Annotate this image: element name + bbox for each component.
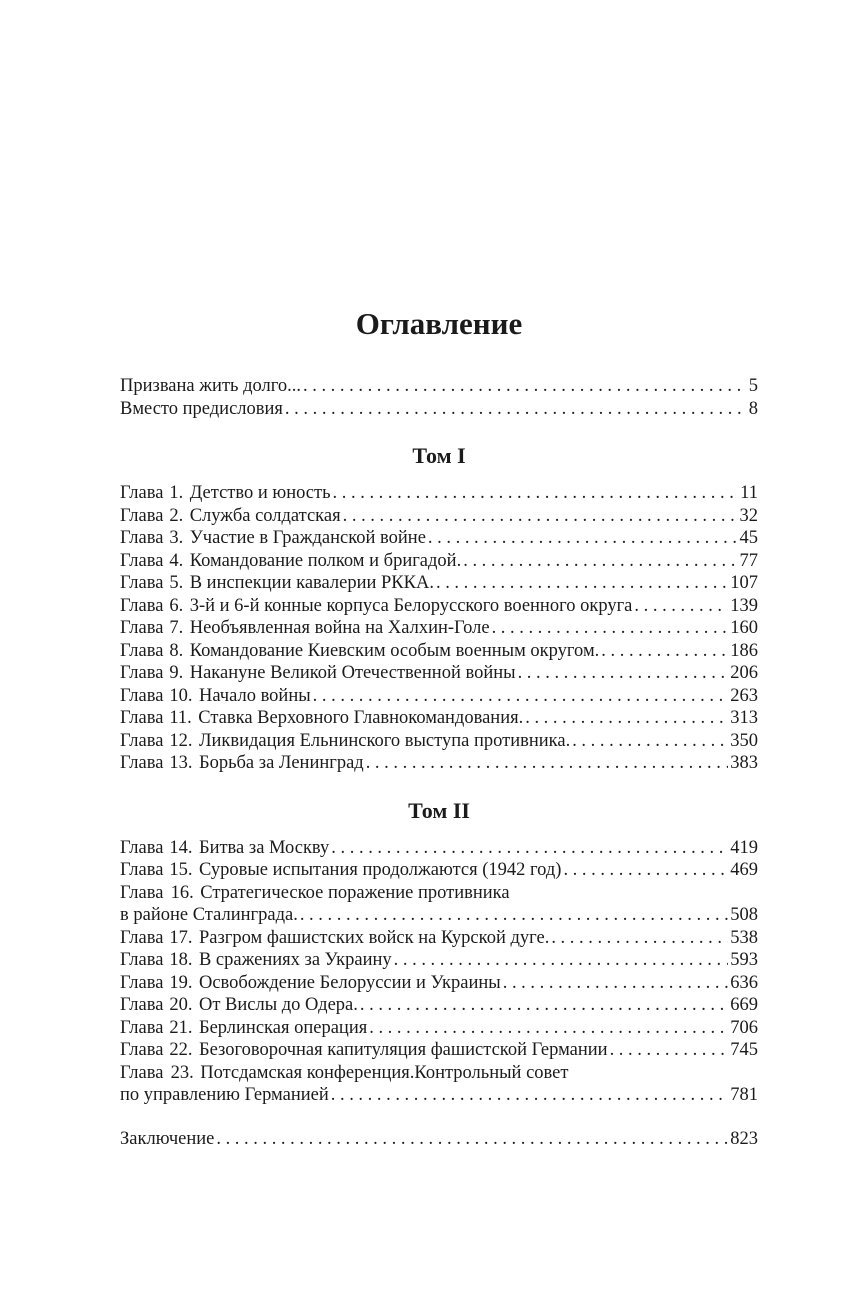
dot-leader <box>570 730 728 753</box>
dot-leader <box>549 927 728 950</box>
chapter-number: 10. <box>169 685 193 706</box>
entry-page-number: 636 <box>730 972 758 993</box>
toc-entry <box>120 617 758 640</box>
toc-entry <box>120 859 758 882</box>
dot-leader <box>341 505 738 528</box>
toc-entry <box>120 949 758 972</box>
toc-entry <box>120 685 758 708</box>
toc-entry <box>120 837 758 860</box>
dot-leader <box>329 1084 729 1107</box>
chapter-number: 23. <box>170 1062 194 1083</box>
entry-page-number: 5 <box>748 376 758 396</box>
entry-title: Суровые испытания продолжаются (1942 год) <box>198 860 562 880</box>
chapter-word: Глава <box>120 927 164 948</box>
dot-leader <box>298 904 728 927</box>
chapter-number: 15. <box>169 860 193 880</box>
entry-page-number: 45 <box>739 528 758 548</box>
entry-page-number: 823 <box>730 1128 758 1149</box>
chapter-word: Глава <box>120 837 164 858</box>
toc-entry <box>120 927 758 950</box>
chapter-word: Глава <box>120 950 164 970</box>
entry-title: Борьба за Ленинград <box>198 753 364 773</box>
entry-title: Начало войны <box>198 685 311 706</box>
dot-leader <box>311 685 729 708</box>
entry-title: В инспекции кавалерии РККА. <box>189 573 434 593</box>
entry-page-number: 160 <box>730 618 758 638</box>
toc-entry <box>120 572 758 595</box>
chapter-number: 13. <box>169 753 193 773</box>
toc-entry <box>120 595 758 618</box>
dot-leader <box>283 398 747 421</box>
chapter-word: Глава <box>120 995 164 1015</box>
entry-title: Стратегическое поражение противника <box>200 882 510 903</box>
dot-leader <box>461 550 737 573</box>
chapter-word: Глава <box>120 528 164 548</box>
entry-page-number: 383 <box>730 753 758 773</box>
chapter-number: 8. <box>169 640 184 661</box>
chapter-word: Глава <box>120 618 164 638</box>
toc-entry <box>120 550 758 573</box>
closing-list <box>120 1128 758 1151</box>
entry-page-number: 508 <box>730 905 758 925</box>
entry-title: Ставка Верховного Главнокомандования. <box>198 708 524 728</box>
chapter-number: 9. <box>169 663 184 683</box>
entry-page-number: 350 <box>730 730 758 751</box>
dot-leader <box>392 949 729 972</box>
entry-page-number: 313 <box>730 708 758 728</box>
entry-title: Необъявленная война на Халхин-Голе <box>189 618 490 638</box>
entry-page-number: 745 <box>730 1040 758 1060</box>
entry-title: Служба солдатская <box>189 505 341 526</box>
toc-entry <box>120 882 758 905</box>
toc-entry <box>120 1084 758 1107</box>
chapter-word: Глава <box>120 730 164 751</box>
table-of-contents <box>120 375 758 1150</box>
toc-entry <box>120 482 758 505</box>
chapter-number: 20. <box>169 995 193 1015</box>
dot-leader <box>301 375 747 398</box>
entry-page-number: 77 <box>739 550 758 571</box>
chapter-number: 19. <box>169 972 193 993</box>
entry-title: в районе Сталинграда. <box>120 905 298 925</box>
entry-page-number: 107 <box>730 573 758 593</box>
entry-title: Безоговорочная капитуляция фашистской Германии <box>198 1040 608 1060</box>
dot-leader <box>561 859 728 882</box>
entry-title: В сражениях за Украину <box>198 950 392 970</box>
entry-page-number: 206 <box>730 663 758 683</box>
toc-entry <box>120 527 758 550</box>
entry-page-number: 538 <box>730 927 758 948</box>
dot-leader <box>434 572 728 595</box>
toc-entry <box>120 662 758 685</box>
entry-title: Участие в Гражданской войне <box>189 528 426 548</box>
entry-title: Потсдамская конференция.Контрольный совет <box>200 1062 569 1083</box>
dot-leader <box>523 707 728 730</box>
toc-entry <box>120 1017 758 1040</box>
chapter-word: Глава <box>120 595 164 616</box>
toc-entry <box>120 1128 758 1151</box>
chapter-word: Глава <box>120 860 164 880</box>
chapter-number: 17. <box>169 927 193 948</box>
entry-title: 3-й и 6-й конные корпуса Белорусского военного округа <box>189 595 633 616</box>
entry-title: Накануне Великой Отечественной войны <box>189 663 516 683</box>
toc-entry <box>120 972 758 995</box>
entry-page-number: 11 <box>740 483 758 503</box>
volume-heading: Том I <box>412 443 466 468</box>
volume-heading: Том II <box>408 797 470 823</box>
chapter-word: Глава <box>120 573 164 593</box>
chapter-word: Глава <box>120 708 164 728</box>
chapter-word: Глава <box>120 1040 164 1060</box>
chapter-number: 7. <box>169 618 184 638</box>
chapter-number: 5. <box>169 573 184 593</box>
entry-title: Вместо предисловия <box>120 398 283 419</box>
chapter-word: Глава <box>120 1062 164 1083</box>
toc-entry <box>120 904 758 927</box>
chapter-number: 11. <box>169 708 192 728</box>
entry-page-number: 669 <box>730 995 758 1015</box>
entry-title: по управлению Германией <box>120 1085 329 1105</box>
entry-page-number: 706 <box>730 1017 758 1038</box>
chapter-word: Глава <box>120 640 164 661</box>
chapter-number: 14. <box>169 837 193 858</box>
chapter-number: 3. <box>169 528 184 548</box>
chapter-word: Глава <box>120 550 164 571</box>
volumes <box>120 443 758 1107</box>
toc-entry <box>120 752 758 775</box>
dot-leader <box>632 595 728 618</box>
page-title: Оглавление <box>355 306 523 341</box>
chapter-number: 6. <box>169 595 184 616</box>
entry-page-number: 469 <box>730 860 758 880</box>
entry-title: Ликвидация Ельнинского выступа противника. <box>198 730 571 751</box>
chapter-word: Глава <box>120 753 164 773</box>
entry-title: Освобождение Белоруссии и Украины <box>198 972 501 993</box>
chapter-word: Глава <box>120 1017 164 1038</box>
dot-leader <box>329 837 728 860</box>
entry-page-number: 139 <box>730 595 758 616</box>
toc-entry <box>120 398 758 421</box>
toc-entry <box>120 640 758 663</box>
dot-leader <box>516 662 729 685</box>
entry-title: Призвана жить долго... <box>120 376 301 396</box>
toc-entry <box>120 730 758 753</box>
dot-leader <box>331 482 739 505</box>
entry-title: Разгром фашистских войск на Курской дуге. <box>198 927 550 948</box>
entry-page-number: 186 <box>730 640 758 661</box>
chapter-number: 12. <box>169 730 193 751</box>
dot-leader <box>501 972 729 995</box>
entry-page-number: 32 <box>739 505 758 526</box>
toc-entry <box>120 375 758 398</box>
entry-title: Командование Киевским особым военным округом. <box>189 640 600 661</box>
dot-leader <box>608 1039 729 1062</box>
entry-page-number: 593 <box>730 950 758 970</box>
entry-title: Берлинская операция <box>198 1017 368 1038</box>
chapter-number: 4. <box>169 550 184 571</box>
chapter-number: 21. <box>169 1017 193 1038</box>
chapter-number: 1. <box>169 483 184 503</box>
toc-entry <box>120 1062 758 1085</box>
chapter-number: 18. <box>169 950 193 970</box>
dot-leader <box>599 640 728 663</box>
entry-title: Заключение <box>120 1128 215 1149</box>
chapter-word: Глава <box>120 505 164 526</box>
entry-title: Детство и юность <box>189 483 331 503</box>
entry-title: Битва за Москву <box>198 837 330 858</box>
chapter-number: 2. <box>169 505 184 526</box>
entry-title: От Вислы до Одера. <box>198 995 358 1015</box>
dot-leader <box>367 1017 728 1040</box>
chapter-word: Глава <box>120 882 164 903</box>
toc-entry <box>120 505 758 528</box>
dot-leader <box>490 617 729 640</box>
entry-page-number: 263 <box>730 685 758 706</box>
toc-entry <box>120 994 758 1017</box>
toc-entry <box>120 1039 758 1062</box>
dot-leader <box>214 1128 728 1151</box>
chapter-number: 22. <box>169 1040 193 1060</box>
chapter-word: Глава <box>120 483 164 503</box>
dot-leader <box>358 994 728 1017</box>
chapter-number: 16. <box>170 882 194 903</box>
dot-leader <box>426 527 738 550</box>
front-matter-list <box>120 375 758 420</box>
entry-title: Командование полком и бригадой. <box>189 550 462 571</box>
chapter-word: Глава <box>120 972 164 993</box>
toc-entry <box>120 707 758 730</box>
dot-leader <box>364 752 729 775</box>
chapter-word: Глава <box>120 663 164 683</box>
entry-page-number: 8 <box>748 398 758 419</box>
entry-page-number: 419 <box>730 837 758 858</box>
entry-page-number: 781 <box>730 1085 758 1105</box>
chapter-word: Глава <box>120 685 164 706</box>
